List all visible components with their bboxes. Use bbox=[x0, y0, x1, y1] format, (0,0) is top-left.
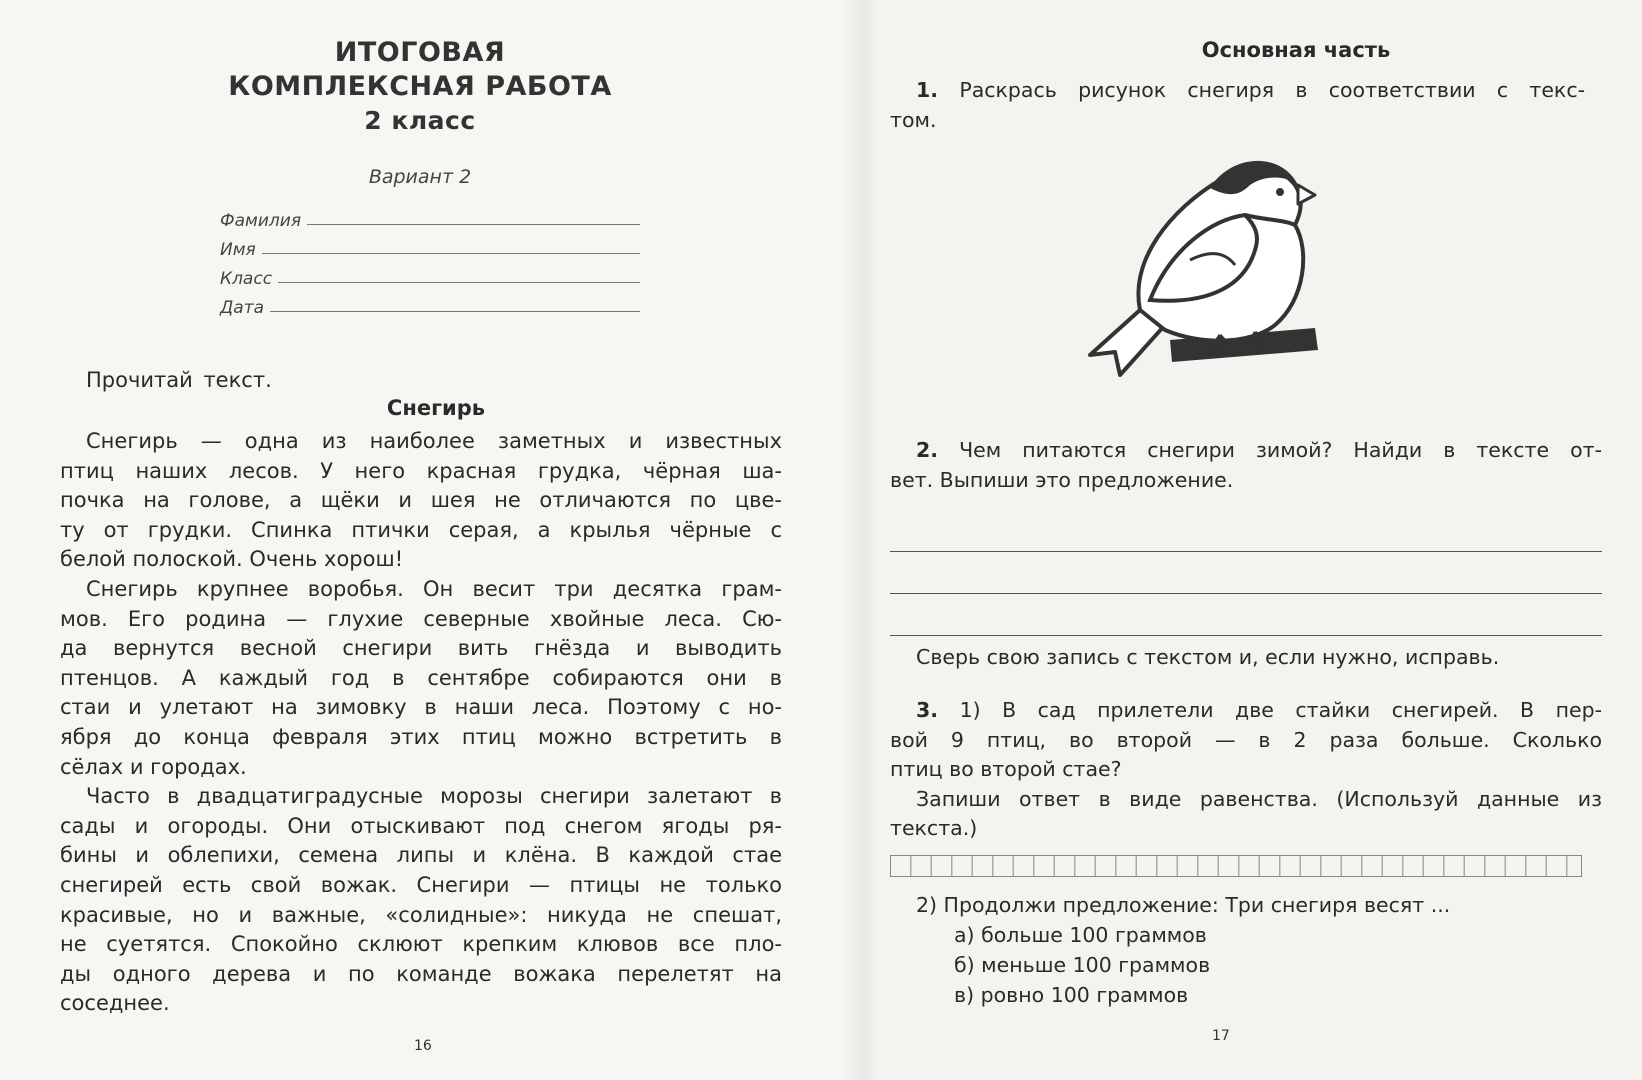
check-note: Сверь свою запись с текстом и, если нужно, исправь. bbox=[916, 645, 1500, 669]
field-label: Дата bbox=[220, 298, 265, 318]
grade-label: 2 класс bbox=[364, 106, 476, 135]
task-3-line bbox=[890, 696, 1602, 726]
answer-lines bbox=[890, 510, 1602, 636]
text-line: сады и огороды. Они отыскивают под снегом ягоды ря- bbox=[60, 813, 782, 838]
text-line: соседнее. bbox=[60, 991, 170, 1016]
field-blank-line[interactable] bbox=[262, 253, 640, 254]
answer-option-a[interactable]: а) больше 100 граммов bbox=[954, 923, 1207, 947]
task-2 bbox=[890, 436, 1602, 495]
field-date bbox=[220, 289, 640, 318]
field-label: Класс bbox=[220, 269, 273, 289]
answer-line-1[interactable] bbox=[890, 510, 1602, 552]
text-line: белой полоской. Очень хорош! bbox=[60, 547, 404, 572]
text-line: Часто в двадцатиградусные морозы снегири залетают в bbox=[86, 784, 782, 809]
task-text: 1) В сад прилетели две стайки снегирей. В пер- bbox=[959, 698, 1602, 722]
answer-grid[interactable] bbox=[890, 855, 1582, 877]
text-line: мов. Его родина — глухие северные хвойные леса. Сю- bbox=[60, 606, 782, 631]
text-line: красивые, но и важные, «солидные»: никуда не спешат, bbox=[60, 902, 782, 927]
text-line: бины и облепихи, семена липы и клёна. В каждой стае bbox=[60, 843, 782, 868]
worksheet-title bbox=[150, 36, 690, 138]
story-paragraph-2 bbox=[60, 575, 782, 782]
task-text: Раскрась рисунок снегиря в соответствии с текс- bbox=[959, 78, 1585, 102]
text-line: стаи и улетают на зимовку в наши леса. Поэтому с но- bbox=[60, 695, 782, 720]
text-line: снегирей есть свой вожак. Снегири — птицы не только bbox=[60, 872, 782, 897]
task-2-line: вет. Выпиши это предложение. bbox=[890, 467, 1234, 492]
task-3-part-2 bbox=[916, 890, 1596, 1010]
text-line: да вернутся весной снегири вить гнёзда и выводить bbox=[60, 636, 782, 661]
story-text bbox=[60, 427, 782, 1019]
field-label: Имя bbox=[220, 240, 256, 260]
story-title: Снегирь bbox=[386, 396, 486, 420]
text-line: ября до конца февраля этих птиц можно встретить в bbox=[60, 724, 782, 749]
text-line: Снегирь — одна из наиболее заметных и известных bbox=[86, 429, 782, 453]
task-1 bbox=[890, 76, 1585, 135]
task-1-line bbox=[890, 76, 1585, 106]
story-paragraph-3 bbox=[60, 782, 782, 1019]
task-3-line: Запиши ответ в виде равенства. (Используй данные из bbox=[916, 786, 1602, 811]
task-3-line: вой 9 птиц, во второй — в 2 раза больше. Сколько bbox=[890, 727, 1602, 752]
text-line: Снегирь крупнее воробья. Он весит три десятка грам- bbox=[86, 576, 782, 601]
text-line: ды одного дерева и по команде вожака перелетят на bbox=[60, 961, 782, 986]
task-3-line: текста.) bbox=[890, 816, 978, 840]
task-3 bbox=[890, 696, 1602, 844]
text-line: птенцов. А каждый год в сентябре собираются они в bbox=[60, 665, 782, 690]
eye-dot bbox=[1276, 188, 1284, 196]
field-blank-line[interactable] bbox=[270, 311, 640, 312]
task-3-part-2-prompt: 2) Продолжи предложение: Три снегиря весят ... bbox=[916, 893, 1451, 917]
text-line: не суетятся. Спокойно склюют крепким клювов все пло- bbox=[60, 932, 782, 957]
text-line: ту от грудки. Спинка птички серая, а крылья чёрные с bbox=[60, 517, 782, 542]
story-paragraph-1 bbox=[60, 427, 782, 575]
answer-line-3[interactable] bbox=[890, 594, 1602, 636]
variant-label: Вариант 2 bbox=[368, 166, 472, 188]
title-line-1: ИТОГОВАЯ bbox=[334, 37, 506, 68]
title-line-2: КОМПЛЕКСНАЯ РАБОТА bbox=[228, 71, 612, 102]
right-page bbox=[860, 0, 1642, 1080]
field-surname bbox=[220, 202, 640, 231]
field-name bbox=[220, 231, 640, 260]
student-info-fields bbox=[220, 202, 640, 318]
text-line: почка на голове, а щёки и шея не отличаются по цве- bbox=[60, 488, 782, 513]
field-class bbox=[220, 260, 640, 289]
text-line: птиц наших лесов. У него красная грудка, чёрная ша- bbox=[60, 458, 782, 483]
task-number: 2. bbox=[916, 438, 939, 462]
task-text: Чем питаются снегири зимой? Найди в тексте от- bbox=[959, 438, 1602, 462]
answer-option-b[interactable]: б) меньше 100 граммов bbox=[954, 953, 1211, 977]
page-number-left: 16 bbox=[414, 1038, 432, 1054]
read-instruction: Прочитай текст. bbox=[86, 368, 272, 392]
task-number: 1. bbox=[916, 78, 939, 102]
task-1-line: том. bbox=[890, 107, 937, 132]
answer-options bbox=[954, 920, 1596, 1010]
beak-shape bbox=[1298, 185, 1315, 204]
page-number-right: 17 bbox=[1212, 1028, 1230, 1044]
task-3-line: птиц во второй стае? bbox=[890, 757, 1122, 781]
field-blank-line[interactable] bbox=[278, 282, 640, 283]
task-2-line bbox=[890, 436, 1602, 466]
answer-line-2[interactable] bbox=[890, 552, 1602, 594]
section-title: Основная часть bbox=[1201, 38, 1391, 62]
text-line: сёлах и городах. bbox=[60, 754, 247, 779]
answer-option-c[interactable]: в) ровно 100 граммов bbox=[954, 983, 1189, 1007]
bullfinch-drawing[interactable] bbox=[1070, 140, 1330, 380]
field-label: Фамилия bbox=[220, 211, 302, 231]
task-number: 3. bbox=[916, 698, 939, 722]
field-blank-line[interactable] bbox=[307, 224, 640, 225]
